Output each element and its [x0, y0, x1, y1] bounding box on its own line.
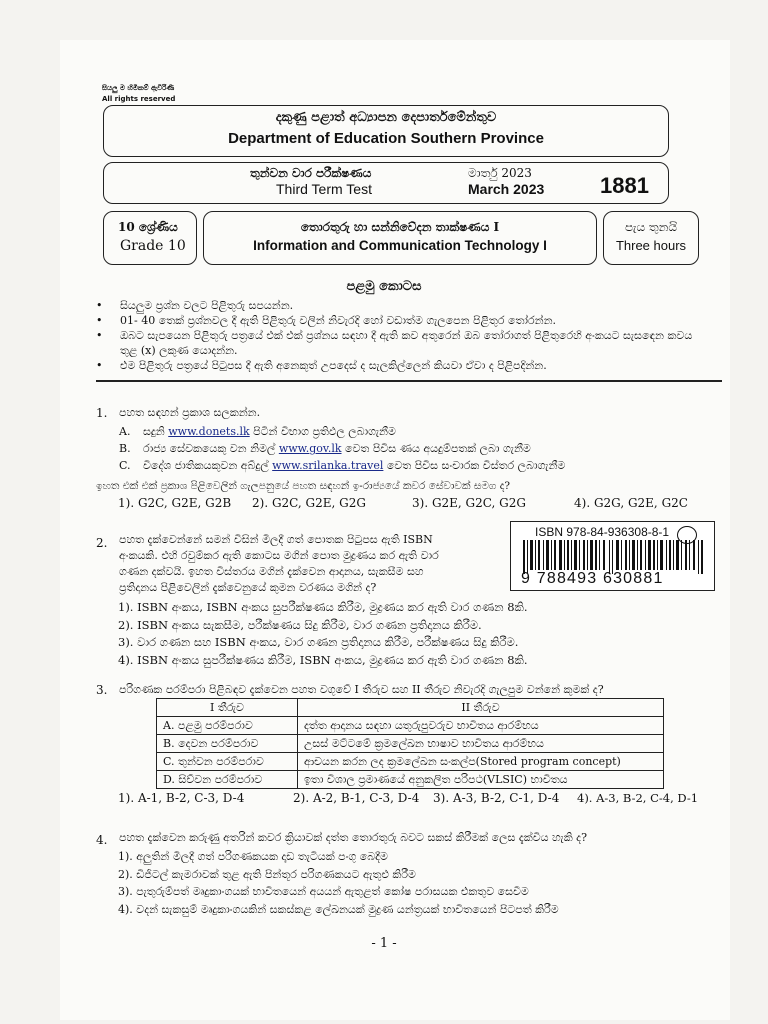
q3-col2-header: II තීරුව	[298, 699, 664, 717]
section-divider	[96, 380, 722, 382]
q1-stem: පහත සඳහන් ප්‍රකාශ සලකන්න.	[119, 406, 261, 419]
q1-option-4[interactable]: 4). G2G, G2E, G2C	[574, 496, 688, 510]
time-si: පැය තුනයි	[624, 220, 678, 234]
q3-col1-header: I තීරුව	[157, 699, 298, 717]
q1-question: ඉහත එක් එක් ප්‍රකාශ පිළිවෙලින් ගැලපනුයේ පහත සඳහන් ඉ-රාජ්‍යයේ කවර සේවාවක් සමග ද?	[96, 480, 511, 492]
q2-stem-line: අංකයකි. එහි රවුම්කර ඇති කොටස මගින් පොත මුද්‍රණය කර ඇති වාර	[119, 549, 439, 562]
subject-si: තොරතුරු හා සන්නිවේදන තාක්ෂණය I	[300, 220, 500, 234]
q3-option-1[interactable]: 1). A-1, B-2, C-3, D-4	[118, 791, 245, 805]
q1-number: 1.	[96, 406, 108, 420]
q3-option-2[interactable]: 2). A-2, B-1, C-3, D-4	[293, 791, 420, 805]
table-cell: ඉතා විශාල ප්‍රමාණයේ අනුකලිත පරිපථ(VLSIC) භාවිතය	[298, 771, 664, 789]
term-en: Third Term Test	[276, 181, 372, 197]
time-en: Three hours	[615, 238, 687, 253]
table-cell: දත්ත ආදානය සඳහා යතුරුපුවරුව භාවිතය ආරම්භය	[298, 717, 664, 735]
q4-number: 4.	[96, 833, 108, 847]
q2-number: 2.	[96, 536, 108, 550]
table-cell: උසස් මට්ටමේ ක්‍රමලේඛන භාෂාව භාවිතය ආරම්භය	[298, 735, 664, 753]
page-number: - 1 -	[371, 936, 397, 951]
department-si: දකුණු පළාත් අධ්‍යාපන දෙපාර්තමේන්තුව	[275, 110, 497, 125]
q1-link-b[interactable]: www.gov.lk	[278, 442, 342, 455]
q1-link-a[interactable]: www.donets.lk	[168, 425, 250, 438]
q4-stem: පහත දැක්වෙන කරුණු අතරින් කවර ක්‍රියාවක් දත්ත තොරතුරු බවට සකස් කිරීමක් ලෙස දැක්විය හැකි ද?	[119, 831, 587, 844]
q1-item-c: C. විදේශ ජාතිකයකුවන අබ්දුල් www.srilanka.travel වෙත පිවිස සංචාරක විස්තර ලබාගැනීම	[119, 459, 566, 472]
grade-si: 10 ශ්‍රේණිය	[118, 220, 178, 234]
isbn-number: ISBN 978-84-936308-8-1	[535, 525, 670, 539]
q2-option-2[interactable]: 2). ISBN අංකය සැකසීම, පරීක්ෂණය සිදු කිරීම, වාර ගණන ප්‍රතිදානය කිරීම.	[118, 617, 482, 632]
q1-option-3[interactable]: 3). G2E, G2C, G2G	[412, 496, 526, 510]
q2-options	[118, 599, 718, 669]
barcode-digits: 9 788493 630881	[521, 570, 664, 587]
table-row	[157, 717, 664, 735]
q3-stem: පරිගණක පරම්පරා පිළිබඳව දැක්වෙන පහත වගුවේ I තීරුව සහ II තීරුව නිවැරදි ගැලපුම වන්නේ කුමක් ද?	[119, 683, 604, 696]
month-si: මාර්තු 2023	[468, 166, 532, 180]
month-en: March 2023	[468, 181, 545, 197]
q2-option-3[interactable]: 3). වාර ගණන සහ ISBN අංකය, වාර ගණන ප්‍රතිදානය කිරීම, පරීක්ෂණය සිදු කිරීම.	[118, 635, 519, 649]
table-cell: A. පළමු පරම්පරාව	[157, 717, 298, 735]
q3-option-4[interactable]: 4). A-3, B-2, C-4, D-1	[577, 791, 699, 805]
copyright-si: සියලු ම හිමිකම් ඇවිරිණි	[102, 84, 175, 92]
q2-option-1[interactable]: 1). ISBN අංකය, ISBN අංකය සුපරීක්ෂණය කිරීම, මුද්‍රණය කර ඇති වාර ගණන 8කි.	[118, 600, 528, 614]
term-box	[103, 162, 669, 204]
q3-number: 3.	[96, 683, 108, 697]
table-row	[157, 771, 664, 789]
instruction-item: • 01- 40 තෙක් ප්‍රශ්නවල දී ඇති පිළිතුරු වලින් නිවැරදි හෝ වඩාත්ම ගැලපෙන පිළිතුර තෝරන්න.	[96, 314, 557, 327]
q4-option-2[interactable]: 2). ඩිජිටල් කැමරාවක් තුළ ඇති පින්තූර පරිගණකයට ඇතුළු කිරීම	[118, 867, 416, 881]
q4-option-4[interactable]: 4). වදන් සැකසුම් මෘදුකාංගයකින් සකස්කළ ලේඛනයක් මුද්‍රණ යන්ත්‍රයක් භාවිතයෙන් පිටපත් කිරීම	[118, 902, 559, 916]
paper-code: 1881	[600, 173, 649, 198]
time-box	[603, 211, 699, 265]
table-cell: ආචයන කරන ලද ක්‍රමලේඛන සංකල්ප(Stored program concept)	[298, 753, 664, 771]
q2-stem-line: ගණන දක්වයි. ඉහත විස්තරය මගින් දැක්වෙන ආදානය, සැකසීම සහ	[119, 565, 424, 578]
q2-stem-line: ප්‍රතිදානය පිළිවෙලින් දැක්වෙනුයේ කුමන වරණය මගින් ද?	[119, 581, 377, 594]
grade-box	[103, 211, 197, 265]
q1-item-b: B. රාජ්‍ය සේවකයෙකු වන නිමල් www.gov.lk වෙත පිවිස ණය අයදුම්පතක් ලබා ගැනීම	[119, 442, 531, 455]
isbn-barcode	[510, 521, 715, 591]
table-cell: D. සිව්වන පරම්පරාව	[157, 771, 298, 789]
instruction-item: • සියලුම ප්‍රශ්න වලට පිළිතුරු සපයන්න.	[96, 299, 294, 312]
q2-stem-line: පහත දැක්වෙන්නේ සමන් විසින් මිලදී ගත් පොතක පිටුපස ඇති ISBN	[119, 533, 433, 546]
department-en: Department of Education Southern Province	[228, 130, 544, 147]
q4-option-1[interactable]: 1). අලුතින් මිලදී ගත් පරිගණකයක දෘඩ තැටියක් පංගු බෙදීම	[118, 850, 388, 863]
grade-en: Grade 10	[120, 238, 186, 254]
subject-box	[203, 211, 597, 265]
q2-stem	[119, 532, 503, 596]
q1-option-1[interactable]: 1). G2C, G2E, G2B	[118, 496, 232, 510]
q1-item-a: A. සදුනි www.donets.lk පිටින් විභාග ප්‍රතිඵල ලබාගැනීම	[119, 425, 396, 438]
q2-option-4[interactable]: 4). ISBN අංකය සුපරීක්ෂණය කිරීම, ISBN අංකය, මුද්‍රණය කර ඇති වාර ගණන 8කි.	[118, 652, 528, 667]
copyright-en: All rights reserved	[102, 95, 176, 103]
subject-en: Information and Communication Technology I	[253, 238, 547, 253]
q1-option-2[interactable]: 2). G2C, G2E, G2G	[252, 496, 366, 510]
table-header-row	[157, 699, 664, 717]
table-row	[157, 753, 664, 771]
department-box	[103, 105, 669, 157]
instruction-item: • ඔබට සැපයෙන පිළිතුරු පත්‍රයේ එක් එක් ප්‍රශ්නය සඳහා දී ඇති කව අතුරෙන් ඔබ තෝරාගත් පිළිතුරෙහි අංකයට සැසඳෙන කවය තුළ (x) ලකුණ යොදන්න.	[96, 329, 693, 357]
q4-option-3[interactable]: 3). පැතුරුම්පත් මෘදුකාංගයක් භාවිතයෙන් අයයන් ඇතුළත් කෝෂ පරාසයක එකතුව සෙවීම	[118, 885, 529, 898]
table-cell: C. තුන්වන පරම්පරාව	[157, 753, 298, 771]
q3-table	[156, 698, 664, 789]
q1-link-c[interactable]: www.srilanka.travel	[272, 459, 384, 472]
q4-options	[118, 848, 718, 918]
q1-items	[119, 424, 719, 475]
instructions	[96, 298, 708, 373]
instruction-item: • එම පිළිතුරු පත්‍රයේ පිටුපස දී ඇති අනෙකුත් උපදෙස් ද සැලකිල්ලෙන් කියවා ඒවා ද පිළිපදින්න.	[96, 359, 547, 372]
table-cell: B. දෙවන පරම්පරාව	[157, 735, 298, 753]
section-title: පළමු කොටස	[346, 279, 422, 294]
q3-option-3[interactable]: 3). A-3, B-2, C-1, D-4	[433, 791, 560, 805]
table-row	[157, 735, 664, 753]
term-si: තුන්වන වාර පරීක්ෂණය	[250, 166, 372, 180]
barcode-bars	[521, 540, 706, 574]
